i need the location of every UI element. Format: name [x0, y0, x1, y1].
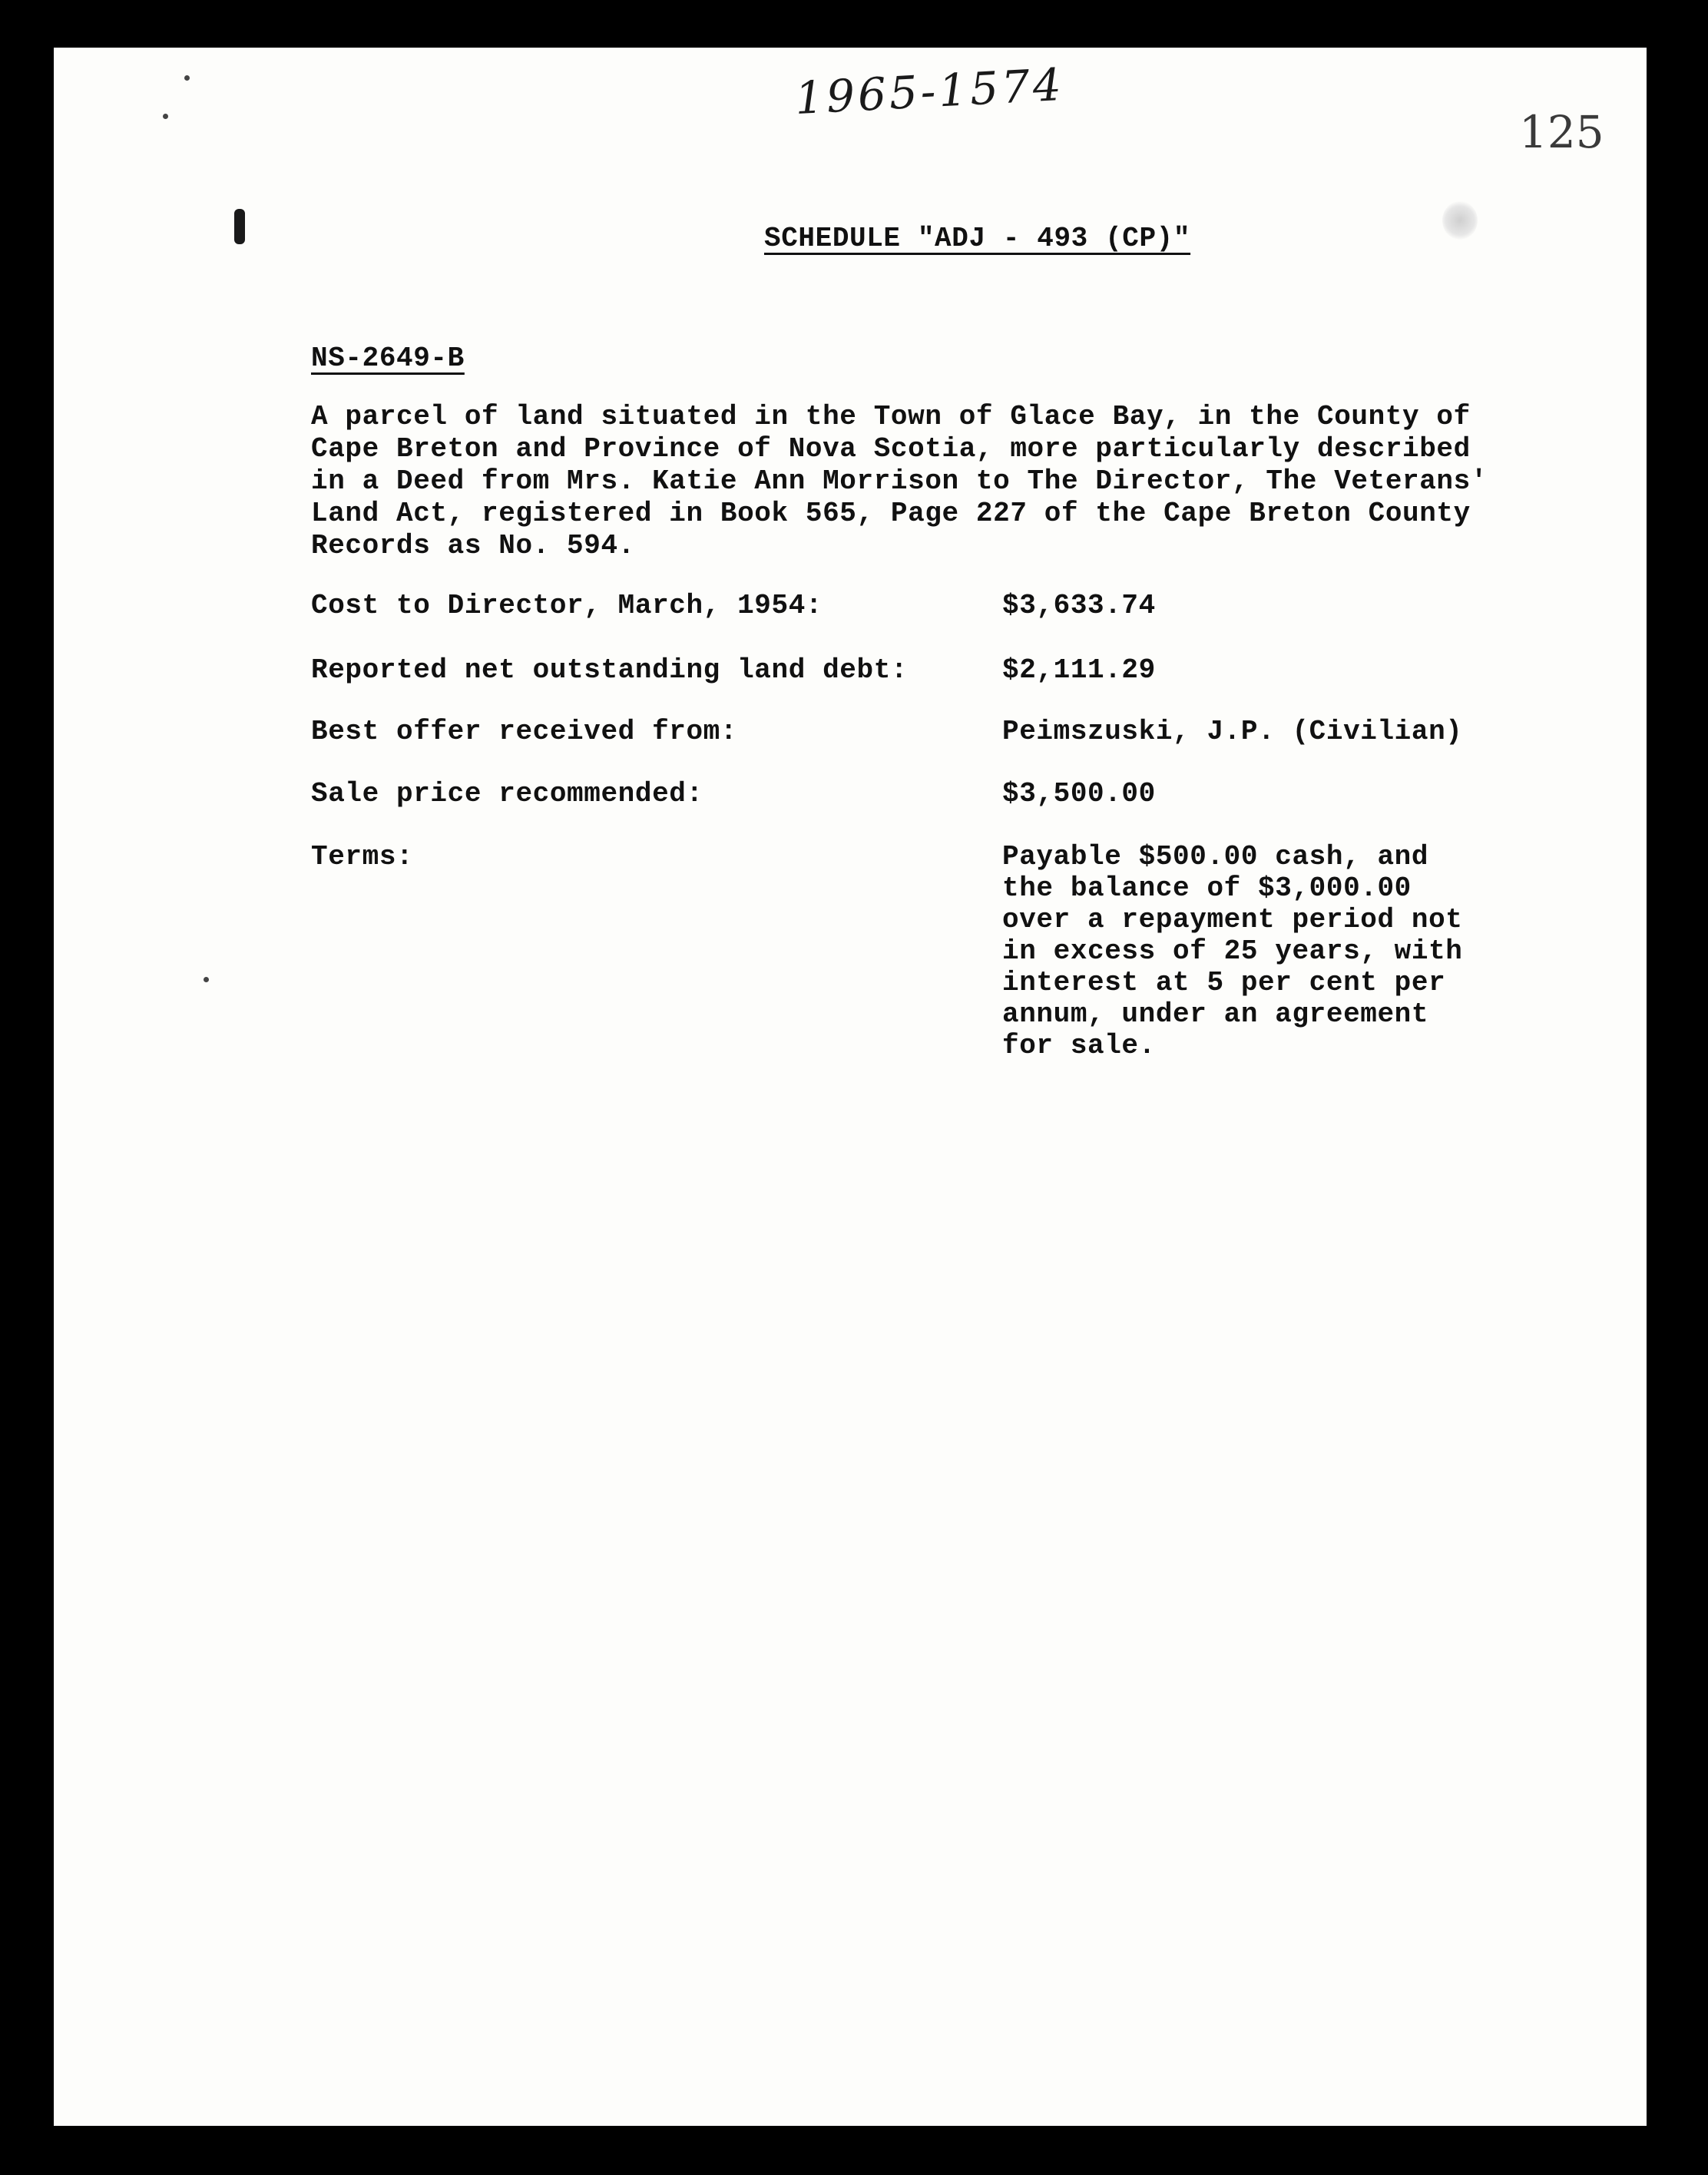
description-line: Records as No. 594.: [311, 530, 635, 561]
speck: [184, 75, 190, 81]
terms-line: for sale.: [1002, 1030, 1156, 1061]
terms-value: [1002, 841, 1463, 1061]
best-offer-value: Peimszuski, J.P. (Civilian): [1002, 716, 1463, 747]
best-offer-label: Best offer received from:: [311, 716, 738, 747]
description-line: in a Deed from Mrs. Katie Ann Morrison to The Director, The Veterans': [311, 465, 1488, 497]
parcel-id: NS-2649-B: [311, 343, 465, 374]
land-debt-value: $2,111.29: [1002, 654, 1156, 686]
terms-line: Payable $500.00 cash, and: [1002, 841, 1429, 872]
cost-label: Cost to Director, March, 1954:: [311, 590, 823, 621]
terms-line: interest at 5 per cent per: [1002, 967, 1446, 998]
terms-label: Terms:: [311, 841, 414, 872]
schedule-title: SCHEDULE "ADJ - 493 (CP)": [764, 223, 1191, 254]
description-line: Cape Breton and Province of Nova Scotia, more particularly described: [311, 433, 1471, 465]
parcel-description: [311, 401, 1488, 562]
speck: [163, 114, 168, 119]
description-line: Land Act, registered in Book 565, Page 227 of the Cape Breton County: [311, 498, 1471, 529]
stain-mark: [1442, 201, 1478, 240]
terms-line: over a repayment period not: [1002, 904, 1463, 935]
description-line: A parcel of land situated in the Town of Glace Bay, in the County of: [311, 401, 1471, 432]
land-debt-label: Reported net outstanding land debt:: [311, 654, 909, 686]
handwritten-file-number: 1965-1574: [793, 58, 1066, 125]
document-page: [54, 48, 1647, 2126]
terms-line: the balance of $3,000.00: [1002, 872, 1412, 904]
terms-line: annum, under an agreement: [1002, 998, 1429, 1030]
speck: [204, 977, 209, 982]
sale-price-label: Sale price recommended:: [311, 778, 703, 809]
sale-price-value: $3,500.00: [1002, 778, 1156, 809]
punch-mark: [234, 209, 245, 244]
terms-line: in excess of 25 years, with: [1002, 935, 1463, 967]
page-number: 125: [1519, 106, 1604, 158]
cost-value: $3,633.74: [1002, 590, 1156, 621]
